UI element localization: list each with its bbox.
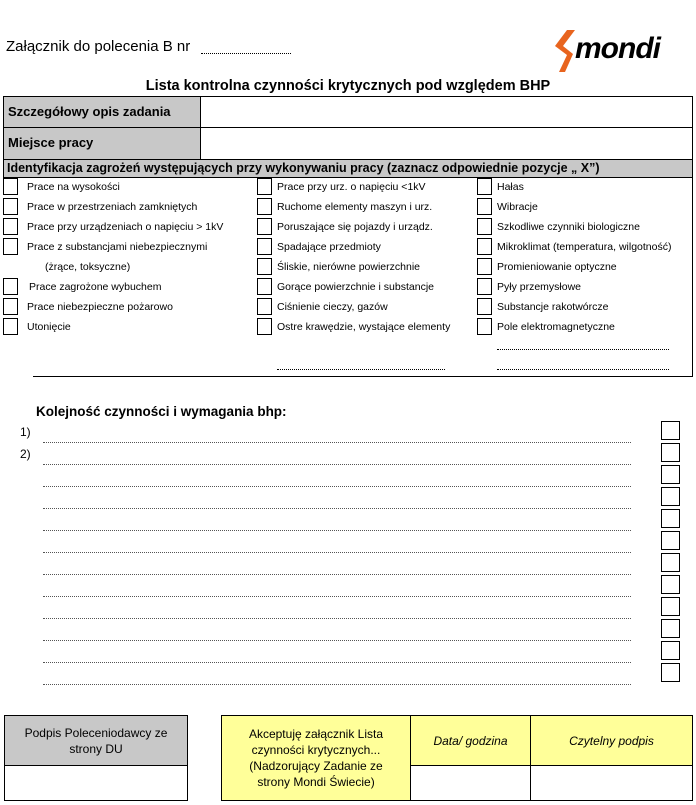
task-label: Szczegółowy opis zadania <box>8 104 171 119</box>
step-checkbox[interactable] <box>661 443 680 462</box>
logo-text: mondi <box>575 32 660 65</box>
hazard-checkbox-explosion[interactable] <box>3 278 18 295</box>
step-checkbox[interactable] <box>661 619 680 638</box>
step-line[interactable] <box>43 640 631 641</box>
step-line[interactable] <box>43 618 631 619</box>
task-description-input[interactable] <box>201 97 692 128</box>
hazard-label: Utonięcie <box>27 321 71 333</box>
issuer-signature-label-cell <box>4 715 188 766</box>
acceptance-label: Akceptuję załącznik Lista czynności krytycznych... (Nadzorujący Zadanie ze strony Mondi Świecie) <box>248 727 384 789</box>
hazard-label: Promieniowanie optyczne <box>497 261 617 273</box>
hazard-label: Prace na wysokości <box>27 181 120 193</box>
readable-signature-header-cell <box>530 715 693 766</box>
work-place-input[interactable] <box>201 128 692 159</box>
step-line[interactable] <box>43 464 631 465</box>
task-label-cell <box>4 97 201 128</box>
hazard-label: Ruchome elementy maszyn i urz. <box>277 201 433 213</box>
issuer-signature-label: Podpis Poleceniodawcy ze strony DU <box>24 725 168 756</box>
step-line[interactable] <box>43 552 631 553</box>
step-checkbox[interactable] <box>661 641 680 660</box>
hazard-other-field-col3[interactable] <box>497 349 669 350</box>
steps-title: Kolejność czynności i wymagania bhp: <box>36 404 287 419</box>
step-checkbox[interactable] <box>661 487 680 506</box>
hazard-checkbox-vehicles[interactable] <box>257 218 272 235</box>
step-checkbox[interactable] <box>661 597 680 616</box>
hazard-label: Mikroklimat (temperatura, wilgotność) <box>497 241 672 253</box>
step-checkbox[interactable] <box>661 575 680 594</box>
issuer-signature-field[interactable] <box>4 765 188 801</box>
hazard-label: Ciśnienie cieczy, gazów <box>277 301 388 313</box>
hazard-label: Prace w przestrzeniach zamkniętych <box>27 201 198 213</box>
readable-signature-header: Czytelny podpis <box>569 733 654 748</box>
hazard-checkbox-heights[interactable] <box>3 178 18 195</box>
hazard-label: Spadające przedmioty <box>277 241 381 253</box>
step-line[interactable] <box>43 442 631 443</box>
step-checkbox[interactable] <box>661 531 680 550</box>
hazards-right-border <box>692 178 693 377</box>
step-checkbox[interactable] <box>661 509 680 528</box>
mondi-logo <box>553 26 671 76</box>
hazard-label: Pyły przemysłowe <box>497 281 582 293</box>
task-table <box>3 96 693 160</box>
hazard-label: Substancje rakotwórcze <box>497 301 609 313</box>
place-label-cell <box>4 128 201 159</box>
step-line[interactable] <box>43 486 631 487</box>
step-line[interactable] <box>43 684 631 685</box>
hazard-checkbox-low-voltage[interactable] <box>257 178 272 195</box>
hazards-bottom-border <box>33 376 693 377</box>
step-number: 2) <box>20 447 31 461</box>
attachment-number-field[interactable] <box>201 53 291 54</box>
step-line[interactable] <box>43 574 631 575</box>
hazard-label: Pole elektromagnetyczne <box>497 321 615 333</box>
attachment-label: Załącznik do polecenia B nr <box>6 38 191 55</box>
step-line[interactable] <box>43 508 631 509</box>
hazard-checkbox-hot-surfaces[interactable] <box>257 278 272 295</box>
hazard-label: Hałas <box>497 181 524 193</box>
hazard-checkbox-slippery[interactable] <box>257 258 272 275</box>
step-number: 1) <box>20 425 31 439</box>
hazard-label: Prace niebezpieczne pożarowo <box>27 301 173 313</box>
hazard-checkbox-confined[interactable] <box>3 198 18 215</box>
hazard-label: Gorące powierzchnie i substancje <box>277 281 434 293</box>
hazard-label: Prace przy urz. o napięciu <1kV <box>277 181 426 193</box>
hazard-label: Ostre krawędzie, wystające elementy <box>277 321 451 333</box>
hazard-label: Wibracje <box>497 201 538 213</box>
date-header-cell <box>410 715 531 766</box>
readable-signature-field[interactable] <box>530 765 693 801</box>
hazard-label: Śliskie, nierówne powierzchnie <box>277 261 420 273</box>
date-field[interactable] <box>410 765 531 801</box>
hazard-checkbox-pressure[interactable] <box>257 298 272 315</box>
step-line[interactable] <box>43 662 631 663</box>
hazard-checkbox-vibration[interactable] <box>477 198 492 215</box>
hazard-other-field-col3[interactable] <box>497 369 669 370</box>
hazard-checkbox-optical-radiation[interactable] <box>477 258 492 275</box>
hazard-checkbox-microclimate[interactable] <box>477 238 492 255</box>
hazard-other-field-col2[interactable] <box>277 369 445 370</box>
hazard-checkbox-sharp-edges[interactable] <box>257 318 272 335</box>
hazard-checkbox-fire[interactable] <box>3 298 18 315</box>
hazard-checkbox-dust[interactable] <box>477 278 492 295</box>
hazard-checkbox-dangerous-substances[interactable] <box>3 238 18 255</box>
hazard-checkbox-carcinogens[interactable] <box>477 298 492 315</box>
hazards-header <box>3 159 693 178</box>
acceptance-cell <box>221 715 411 801</box>
step-checkbox[interactable] <box>661 553 680 572</box>
step-line[interactable] <box>43 530 631 531</box>
hazard-label: Prace z substancjami niebezpiecznymi <box>27 241 208 253</box>
hazard-checkbox-drowning[interactable] <box>3 318 18 335</box>
hazards-area <box>3 178 693 378</box>
date-header: Data/ godzina <box>433 733 508 748</box>
step-checkbox[interactable] <box>661 421 680 440</box>
hazard-label: Szkodliwe czynniki biologiczne <box>497 221 640 233</box>
step-checkbox[interactable] <box>661 663 680 682</box>
hazard-checkbox-noise[interactable] <box>477 178 492 195</box>
hazard-label: Prace przy urządzeniach o napięciu > 1kV <box>27 221 224 233</box>
page-title: Lista kontrolna czynności krytycznych pod względem BHP <box>145 78 551 94</box>
step-line[interactable] <box>43 596 631 597</box>
hazard-checkbox-moving-parts[interactable] <box>257 198 272 215</box>
hazard-checkbox-high-voltage[interactable] <box>3 218 18 235</box>
step-checkbox[interactable] <box>661 465 680 484</box>
hazard-checkbox-falling-objects[interactable] <box>257 238 272 255</box>
hazard-label: Prace zagrożone wybuchem <box>29 281 162 293</box>
place-label: Miejsce pracy <box>8 135 94 150</box>
hazard-label: (żrące, toksyczne) <box>45 261 131 273</box>
hazards-title: Identyfikacja zagrożeń występujących przy wykonywaniu pracy (zaznacz odpowiednie pozycje „ X”) <box>7 161 600 175</box>
hazard-checkbox-em-field[interactable] <box>477 318 492 335</box>
hazard-checkbox-biological[interactable] <box>477 218 492 235</box>
hazard-label: Poruszające się pojazdy i urządz. <box>277 221 433 233</box>
